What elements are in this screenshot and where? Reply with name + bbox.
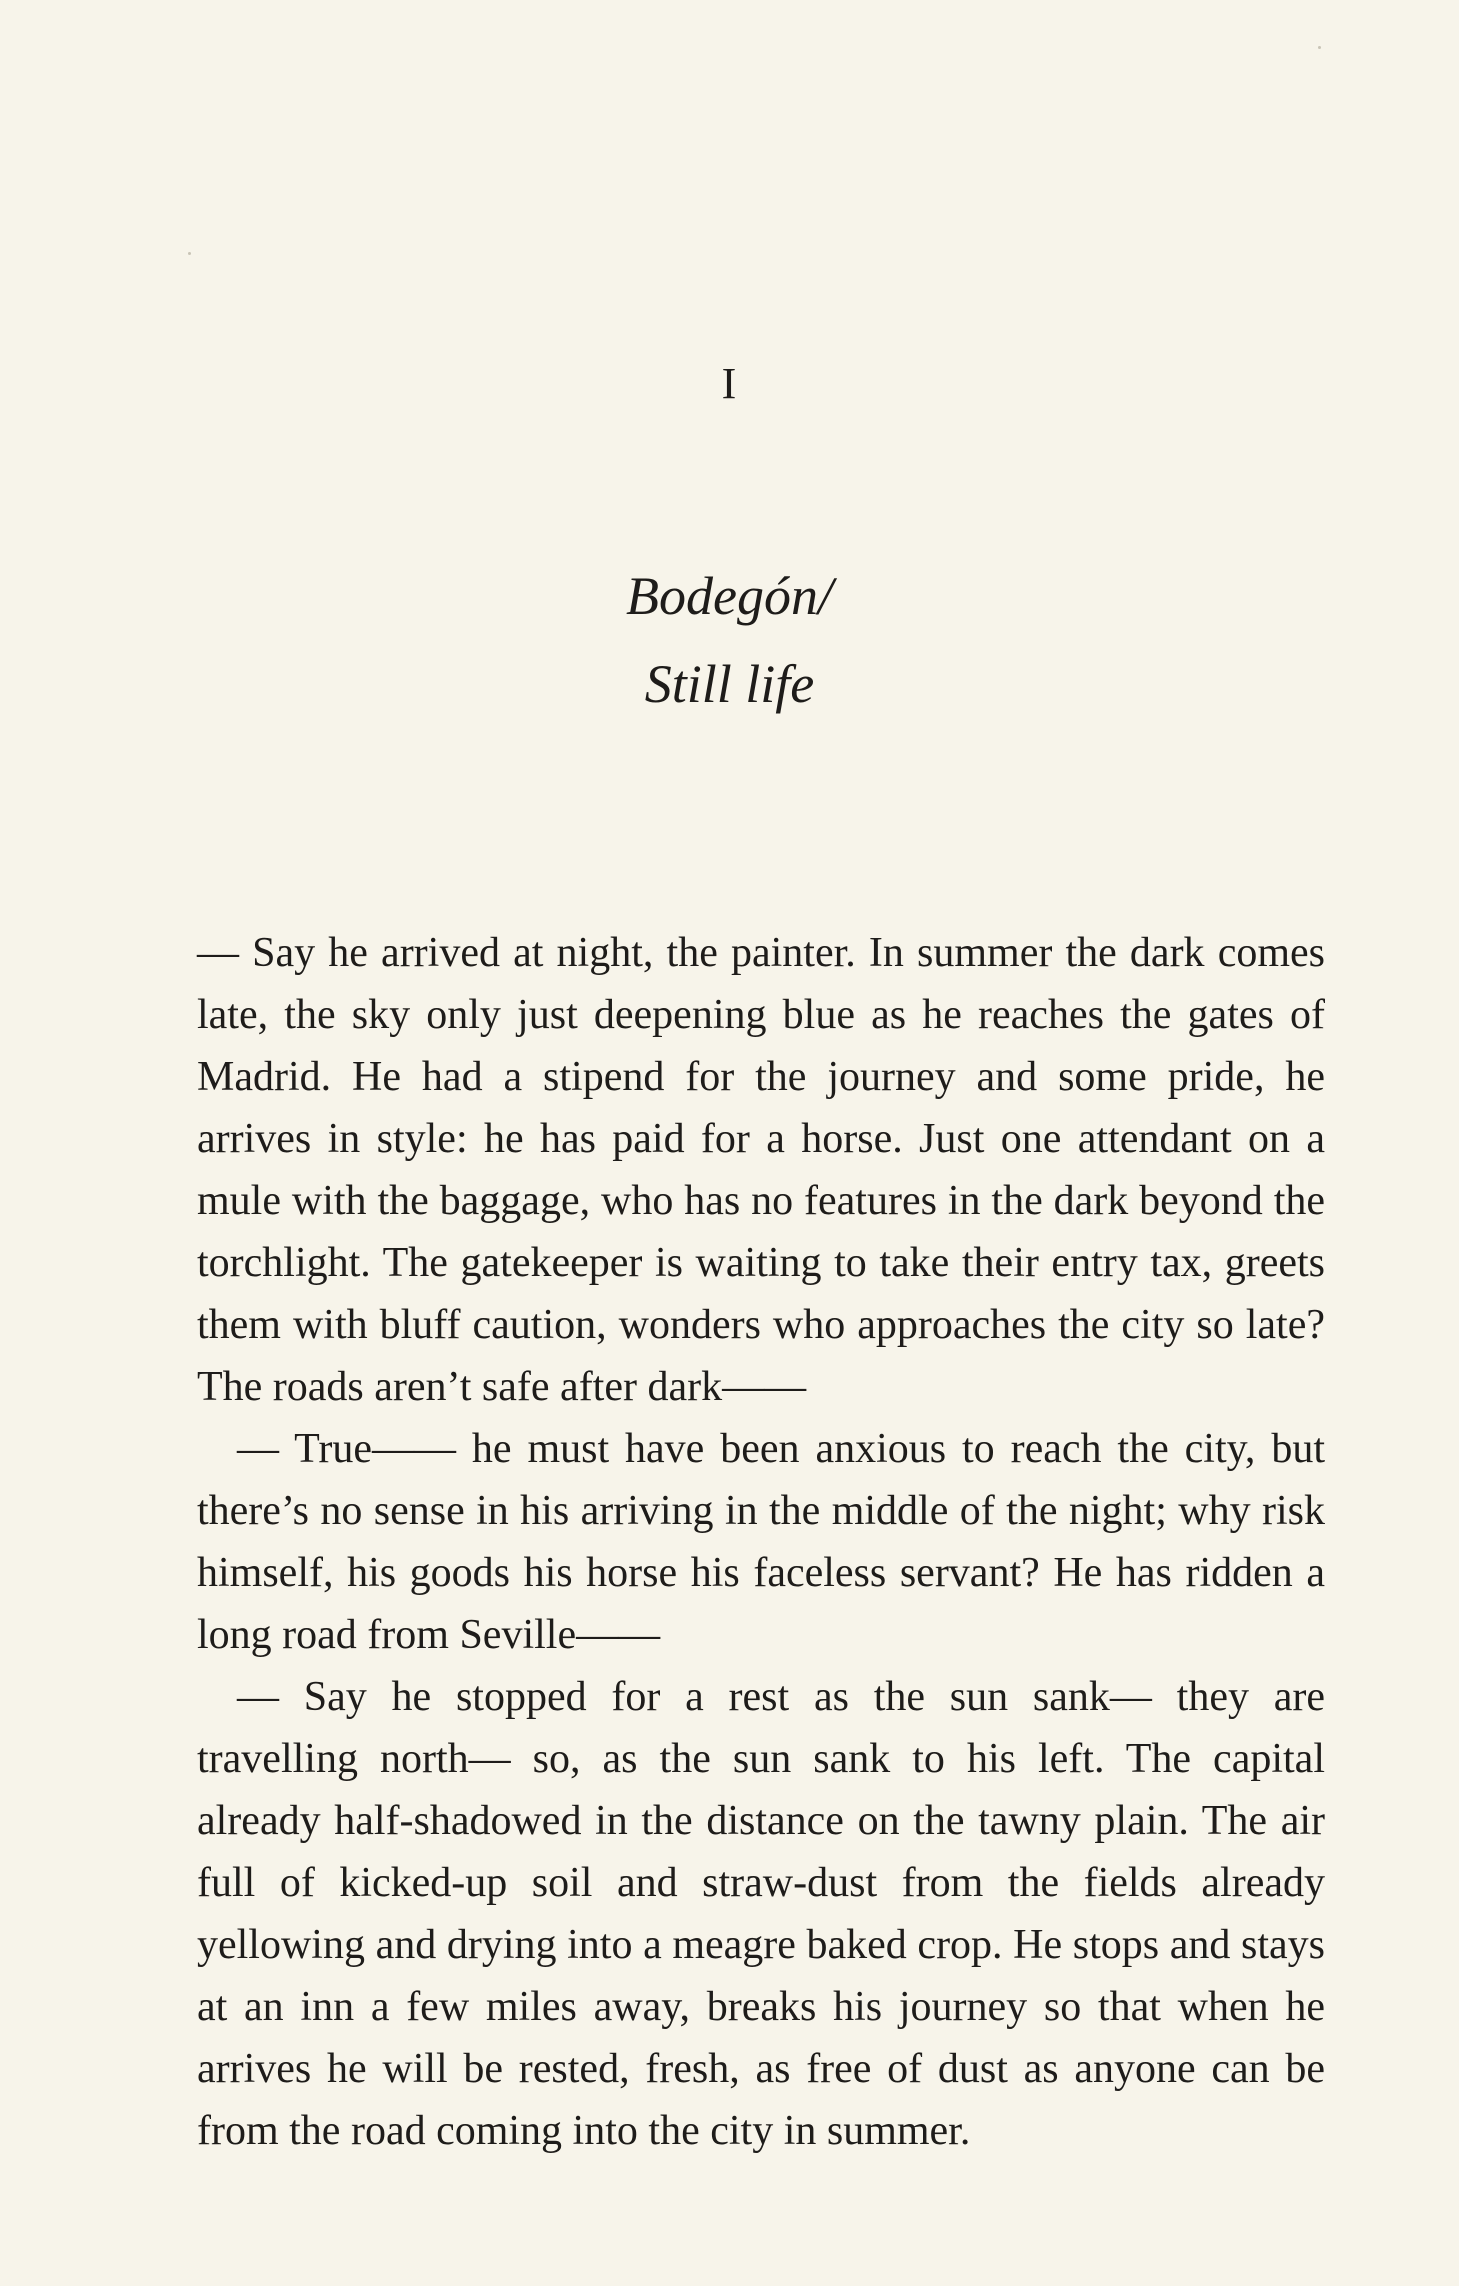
chapter-title (0, 552, 1459, 728)
paragraph: — True—— he must have been anxious to reach the city, but there’s no sense in his arriving in the middle of the night; why risk himself, his goods his horse his faceless servant? He has ridden a long road from Seville—— (197, 1426, 1325, 1658)
chapter-number: I (721, 359, 738, 408)
chapter-title-spanish: Bodegón/ (626, 566, 833, 626)
paragraph: — Say he arrived at night, the painter. In summer the dark comes late, the sky only just deepening blue as he reaches the gates of Madrid. He had a stipend for the journey and some pride, he arrives in style: he has paid for a horse. Just one attendant on a mule with the baggage, who has no features in the dark beyond the torchlight. The gatekeeper is waiting to take their entry tax, greets them with bluff caution, wonders who approaches the city so late? The roads aren’t safe after dark—— (197, 930, 1325, 1410)
paper-speck (188, 252, 191, 255)
body-text (197, 922, 1325, 2162)
paragraph: — Say he stopped for a rest as the sun sank— they are travelling north— so, as the sun sank to his left. The capital already half-shadowed in the distance on the tawny plain. The air full of kicked-up soil and straw-dust from the fields already yellowing and drying into a meagre baked crop. He stops and stays at an inn a few miles away, breaks his journey so that when he arrives he will be rested, fresh, as free of dust as anyone can be from the road coming into the city in summer. (197, 1674, 1325, 2154)
chapter-title-english: Still life (644, 654, 815, 714)
paper-speck (1318, 46, 1321, 49)
